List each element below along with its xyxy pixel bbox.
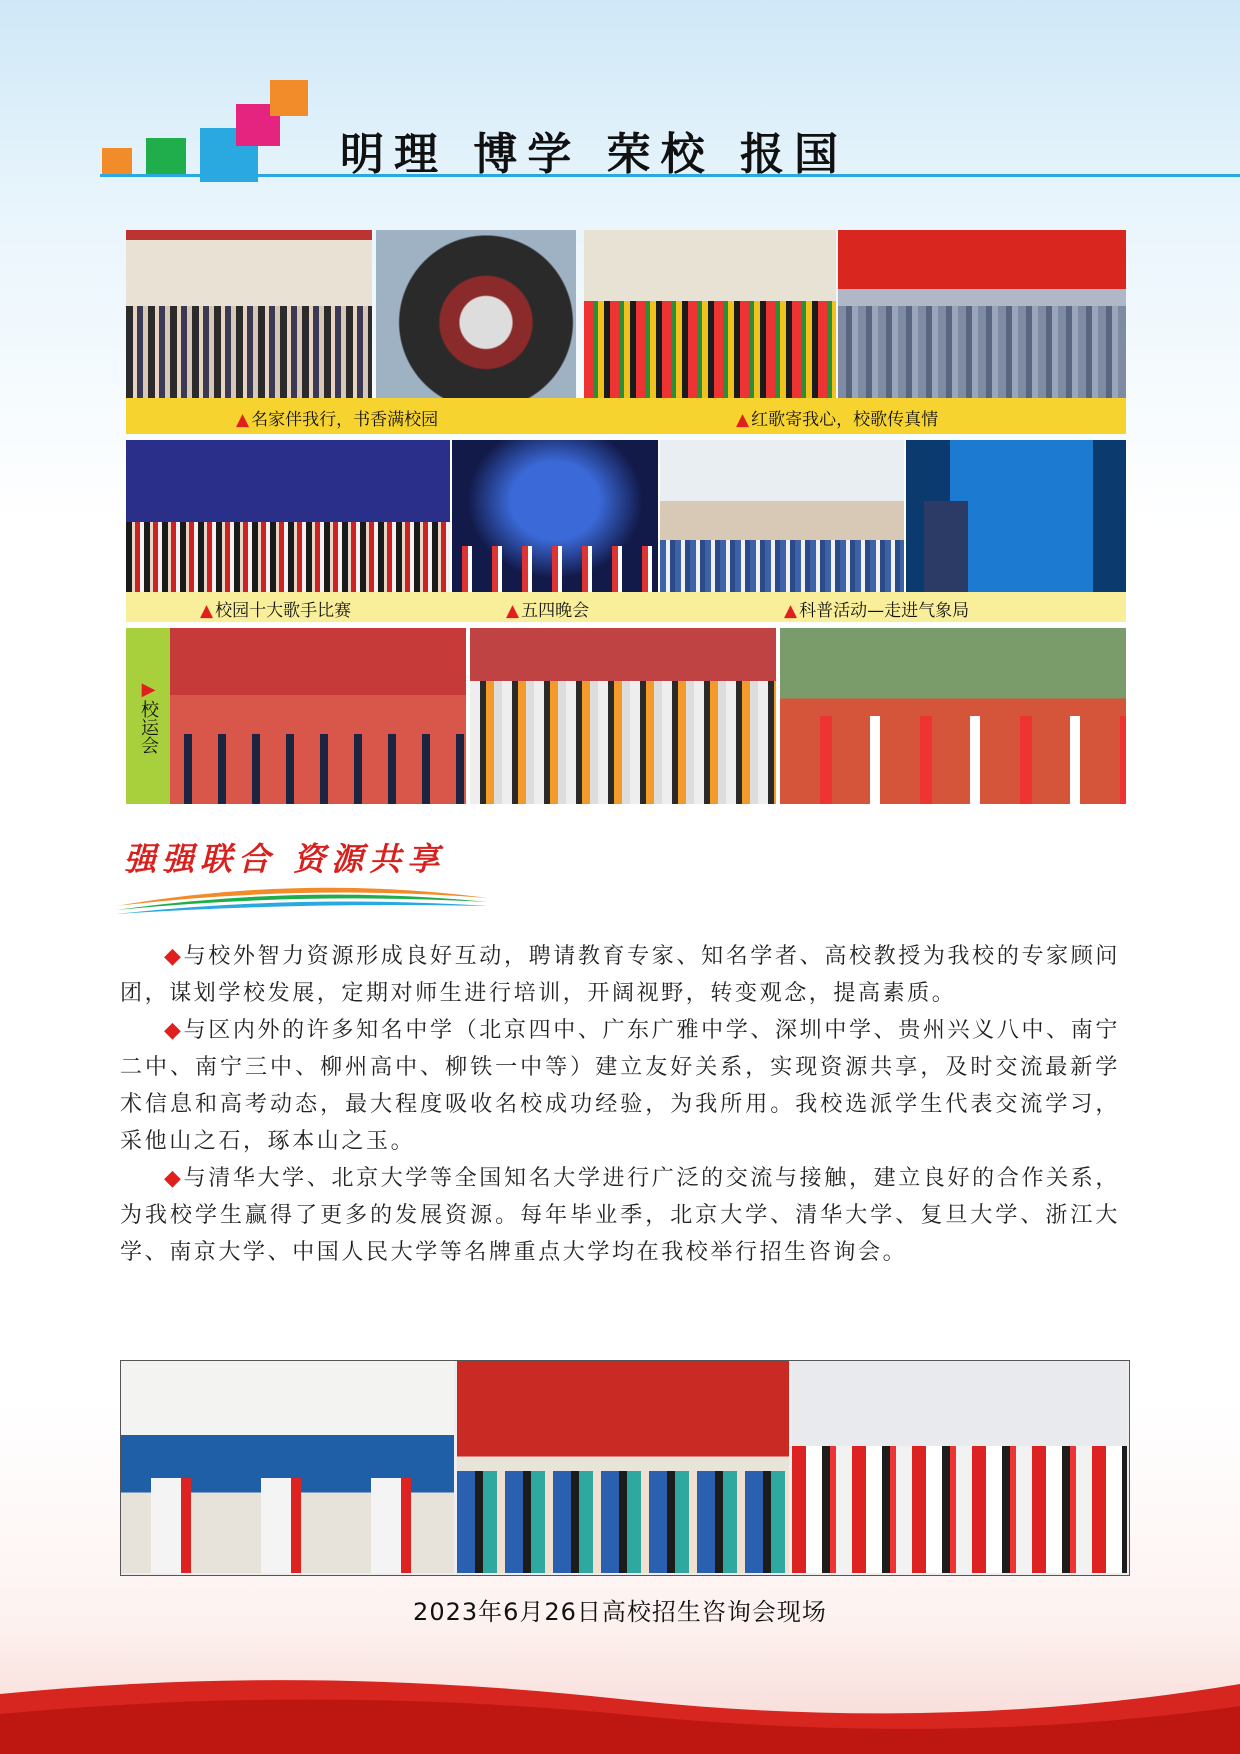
photo-singer-contest — [126, 440, 450, 592]
red-ribbon-decoration — [0, 1654, 1240, 1754]
diamond-bullet-icon: ◆ — [164, 1018, 184, 1043]
paragraph: ◆与区内外的许多知名中学（北京四中、广东广雅中学、深圳中学、贵州兴义八中、南宁二中、南宁三中、柳州高中、柳铁一中等）建立友好关系，实现资源共享，及时交流最新学术信息和高考动态，最大程度吸收名校成功经验，为我所用。我校选派学生代表交流学习，采他山之石，琢本山之玉。 — [120, 1018, 1120, 1154]
caption-singer-contest: ▲ 校园十大歌手比赛 — [200, 601, 352, 621]
diamond-bullet-icon: ◆ — [164, 944, 184, 969]
photo-weather-studio — [906, 440, 1126, 592]
photo-calligraphy — [376, 230, 576, 398]
triangle-marker-icon: ▲ — [736, 410, 750, 430]
orange-square-top — [270, 80, 308, 116]
photo-track-race — [780, 628, 1126, 804]
diamond-bullet-icon: ◆ — [164, 1166, 184, 1191]
photo-famous-guests — [126, 230, 372, 398]
paragraph: ◆与清华大学、北京大学等全国知名大学进行广泛的交流与接触，建立良好的合作关系，为我校学生赢得了更多的发展资源。每年毕业季，北京大学、清华大学、复旦大学、浙江大学、南京大学、中国人民大学等名牌重点大学均在我校举行招生咨询会。 — [120, 1166, 1120, 1265]
swoosh-decoration — [112, 880, 492, 920]
photo-costume-parade — [470, 628, 776, 804]
triangle-marker-icon: ▲ — [506, 601, 520, 621]
caption-science-activity: ▲ 科普活动—走进气象局 — [784, 601, 970, 621]
green-square — [146, 138, 186, 176]
caption-red-song: ▲ 红歌寄我心，校歌传真情 — [736, 410, 939, 430]
photo-sports-parade — [170, 628, 466, 804]
triangle-marker-icon: ▶ — [138, 678, 159, 700]
photo-school-song — [838, 230, 1126, 398]
triangle-marker-icon: ▲ — [236, 410, 250, 430]
photo-red-song-choir — [584, 230, 836, 398]
paragraph: ◆与校外智力资源形成良好互动，聘请教育专家、知名学者、高校教授为我校的专家顾问团，谋划学校发展，定期对师生进行培训，开阔视野，转变观念，提高素质。 — [120, 944, 1120, 1006]
triangle-marker-icon: ▲ — [200, 601, 214, 621]
section-body — [120, 938, 1120, 1271]
photo-may-fourth-gala — [452, 440, 658, 592]
photo-tongji-booth — [457, 1361, 789, 1573]
orange-square-left — [102, 148, 132, 176]
triangle-marker-icon: ▲ — [784, 601, 798, 621]
photo-beihang-booth — [121, 1361, 454, 1573]
photo-weather-bureau — [660, 440, 904, 592]
caption-may-fourth: ▲ 五四晚会 — [506, 601, 590, 621]
school-motto: 明理 博学 荣校 报国 — [340, 129, 848, 180]
caption-famous-guests: ▲ 名家伴我行，书香满校园 — [236, 410, 439, 430]
sports-meet-label: ▶校运会 — [126, 628, 170, 804]
section-title: 强强联合 资源共享 — [124, 840, 446, 878]
photo-sysu-booth — [792, 1361, 1127, 1573]
footer-caption: 2023年6月26日高校招生咨询会现场 — [413, 1598, 827, 1626]
